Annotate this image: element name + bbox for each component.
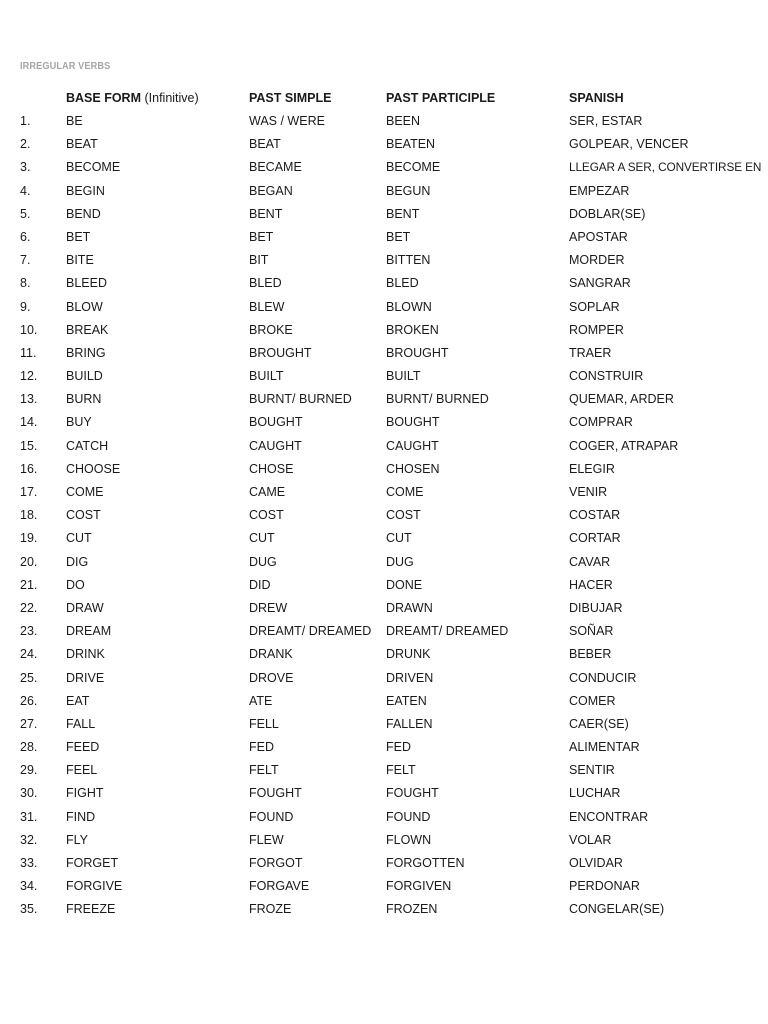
past-simple-cell: FED [249, 740, 274, 755]
spanish-cell: VENIR [569, 485, 608, 499]
row-number: 25. [20, 670, 38, 685]
base-form-cell: DREAM [66, 624, 112, 639]
table-row [0, 717, 768, 740]
past-participle-cell: BITTEN [386, 253, 431, 268]
past-participle-cell: FOUND [386, 809, 431, 824]
document-title: IRREGULAR VERBS [20, 61, 111, 72]
row-number: 31. [20, 809, 38, 824]
table-row [0, 439, 768, 462]
table-row [0, 392, 768, 415]
past-simple-cell: COST [249, 508, 284, 523]
base-form-cell: FALL [66, 716, 96, 731]
row-number: 18. [20, 508, 38, 523]
row-number: 8. [20, 276, 31, 291]
row-number: 22. [20, 600, 38, 615]
row-number: 32. [20, 832, 38, 847]
past-simple-cell: BIT [249, 253, 269, 268]
table-row [0, 276, 768, 299]
past-participle-cell: BUILT [386, 369, 421, 384]
base-form-cell: FIGHT [66, 786, 104, 801]
spanish-cell: ELEGIR [569, 461, 615, 476]
spanish-cell: APOSTAR [569, 229, 628, 244]
row-number: 4. [20, 183, 31, 198]
base-form-cell: BET [66, 229, 91, 244]
past-simple-cell: FLEW [249, 832, 284, 847]
row-number: 26. [20, 693, 38, 708]
base-form-cell: BECOME [66, 160, 121, 175]
base-form-cell: DRINK [66, 647, 105, 662]
row-number: 20. [20, 554, 38, 569]
base-form-cell: FIND [66, 809, 96, 824]
table-row [0, 531, 768, 554]
past-participle-cell: FELT [386, 763, 416, 778]
header-spanish: SPANISH [569, 91, 624, 105]
base-form-cell: BLOW [66, 299, 103, 314]
row-number: 15. [20, 438, 38, 453]
table-row [0, 647, 768, 670]
past-participle-cell: BLED [386, 276, 419, 291]
base-form-cell: BEND [66, 206, 101, 221]
past-simple-cell: ATE [249, 693, 273, 708]
past-simple-cell: CAUGHT [249, 438, 302, 453]
table-row [0, 763, 768, 786]
row-number: 33. [20, 856, 38, 870]
row-number: 1. [20, 114, 31, 128]
table-row [0, 114, 768, 137]
past-simple-cell: BLEW [249, 299, 285, 314]
past-simple-cell: BROKE [249, 322, 293, 337]
past-simple-cell: BROUGHT [249, 345, 312, 360]
table-row [0, 346, 768, 369]
past-simple-cell: FROZE [249, 902, 292, 917]
spanish-cell: LLEGAR A SER, CONVERTIRSE EN [569, 160, 762, 175]
table-row [0, 253, 768, 276]
base-form-cell: FEEL [66, 763, 98, 778]
row-number: 9. [20, 299, 31, 314]
row-number: 28. [20, 740, 38, 755]
table-row [0, 230, 768, 253]
past-simple-cell: BUILT [249, 369, 284, 384]
base-form-cell: BRING [66, 345, 106, 360]
table-row [0, 160, 768, 183]
verb-table [0, 114, 768, 926]
spanish-cell: ROMPER [569, 322, 624, 337]
row-number: 29. [20, 763, 38, 778]
past-simple-cell: BLED [249, 276, 282, 291]
past-simple-cell: BOUGHT [249, 415, 303, 430]
past-simple-cell: BEGAN [249, 183, 293, 198]
base-form-cell: CATCH [66, 438, 109, 453]
past-participle-cell: FED [386, 740, 411, 755]
past-participle-cell: COME [386, 485, 424, 499]
spanish-cell: COMER [569, 693, 616, 708]
past-simple-cell: FOUND [249, 809, 294, 824]
past-participle-cell: DRAWN [386, 600, 433, 615]
past-participle-cell: BLOWN [386, 299, 432, 314]
past-simple-cell: DRANK [249, 647, 293, 662]
table-row [0, 856, 768, 879]
past-simple-cell: FELT [249, 763, 279, 778]
past-participle-cell: CUT [386, 531, 412, 546]
table-row [0, 786, 768, 809]
base-form-cell: BREAK [66, 322, 109, 337]
table-row [0, 624, 768, 647]
header-past-simple: PAST SIMPLE [249, 91, 332, 105]
past-simple-cell: BENT [249, 206, 283, 221]
spanish-cell: ENCONTRAR [569, 809, 649, 824]
table-row [0, 184, 768, 207]
row-number: 14. [20, 415, 38, 430]
past-participle-cell: BROKEN [386, 322, 439, 337]
past-participle-cell: FORGIVEN [386, 879, 452, 894]
past-simple-cell: BEAT [249, 137, 281, 152]
spanish-cell: SOÑAR [569, 624, 614, 639]
table-row [0, 555, 768, 578]
base-form-cell: DIG [66, 554, 89, 569]
base-form-cell: DRIVE [66, 670, 105, 685]
row-number: 24. [20, 647, 38, 662]
past-participle-cell: BENT [386, 206, 420, 221]
spanish-cell: SENTIR [569, 763, 615, 778]
spanish-cell: DOBLAR(SE) [569, 206, 646, 221]
spanish-cell: VOLAR [569, 832, 612, 847]
base-form-cell: CUT [66, 531, 92, 546]
row-number: 10. [20, 322, 38, 337]
past-simple-cell: DROVE [249, 670, 294, 685]
table-row [0, 508, 768, 531]
past-participle-cell: DONE [386, 577, 423, 592]
spanish-cell: CONDUCIR [569, 670, 637, 685]
row-number: 11. [20, 345, 37, 360]
base-form-cell: BURN [66, 392, 102, 407]
table-row [0, 369, 768, 392]
past-participle-cell: DREAMT/ DREAMED [386, 624, 509, 639]
past-simple-cell: DID [249, 577, 271, 592]
header-past-participle: PAST PARTICIPLE [386, 91, 496, 105]
spanish-cell: GOLPEAR, VENCER [569, 137, 689, 152]
past-simple-cell: FORGOT [249, 856, 303, 870]
past-simple-cell: FORGAVE [249, 879, 310, 894]
row-number: 19. [20, 531, 38, 546]
spanish-cell: CORTAR [569, 531, 621, 546]
base-form-cell: DRAW [66, 600, 104, 615]
table-row [0, 810, 768, 833]
row-number: 6. [20, 229, 31, 244]
base-form-cell: BLEED [66, 276, 107, 291]
spanish-cell: COMPRAR [569, 415, 633, 430]
table-row [0, 207, 768, 230]
table-header [0, 91, 768, 107]
base-form-cell: FORGET [66, 856, 119, 870]
spanish-cell: PERDONAR [569, 879, 640, 894]
spanish-cell: CAER(SE) [569, 716, 629, 731]
row-number: 17. [20, 485, 38, 499]
past-participle-cell: FOUGHT [386, 786, 439, 801]
past-participle-cell: BEATEN [386, 137, 436, 152]
past-simple-cell: CHOSE [249, 461, 294, 476]
past-simple-cell: DREW [249, 600, 288, 615]
spanish-cell: CONGELAR(SE) [569, 902, 665, 917]
spanish-cell: TRAER [569, 345, 612, 360]
past-participle-cell: FLOWN [386, 832, 432, 847]
spanish-cell: COSTAR [569, 508, 621, 523]
past-simple-cell: BECAME [249, 160, 302, 175]
base-form-cell: FEED [66, 740, 100, 755]
past-participle-cell: DRIVEN [386, 670, 434, 685]
past-participle-cell: BOUGHT [386, 415, 440, 430]
spanish-cell: COGER, ATRAPAR [569, 438, 679, 453]
base-form-cell: FORGIVE [66, 879, 123, 894]
table-row [0, 879, 768, 902]
row-number: 16. [20, 461, 38, 476]
base-form-cell: DO [66, 577, 85, 592]
header-base-form-label: BASE FORM [66, 91, 141, 105]
spanish-cell: BEBER [569, 647, 612, 662]
past-participle-cell: COST [386, 508, 421, 523]
base-form-cell: BITE [66, 253, 94, 268]
table-row [0, 137, 768, 160]
row-number: 34. [20, 879, 38, 894]
row-number: 35. [20, 902, 38, 917]
table-row [0, 833, 768, 856]
past-participle-cell: BEGUN [386, 183, 431, 198]
spanish-cell: OLVIDAR [569, 856, 623, 870]
table-row [0, 323, 768, 346]
row-number: 30. [20, 786, 38, 801]
past-simple-cell: FELL [249, 716, 279, 731]
table-row [0, 578, 768, 601]
past-simple-cell: DUG [249, 554, 277, 569]
past-participle-cell: FROZEN [386, 902, 438, 917]
base-form-cell: FREEZE [66, 902, 116, 917]
spanish-cell: EMPEZAR [569, 183, 630, 198]
past-participle-cell: BURNT/ BURNED [386, 392, 489, 407]
past-participle-cell: FORGOTTEN [386, 856, 465, 870]
table-row [0, 462, 768, 485]
spanish-cell: CAVAR [569, 554, 611, 569]
table-row [0, 485, 768, 508]
base-form-cell: BEGIN [66, 183, 105, 198]
base-form-cell: COST [66, 508, 101, 523]
past-participle-cell: CHOSEN [386, 461, 440, 476]
spanish-cell: QUEMAR, ARDER [569, 392, 674, 407]
base-form-cell: BUILD [66, 369, 103, 384]
row-number: 13. [20, 392, 38, 407]
table-row [0, 902, 768, 925]
base-form-cell: EAT [66, 693, 90, 708]
base-form-cell: BUY [66, 415, 92, 430]
past-participle-cell: BEEN [386, 114, 421, 128]
spanish-cell: SER, ESTAR [569, 114, 643, 128]
past-simple-cell: BURNT/ BURNED [249, 392, 352, 407]
past-simple-cell: DREAMT/ DREAMED [249, 624, 372, 639]
table-row [0, 415, 768, 438]
past-participle-cell: FALLEN [386, 716, 433, 731]
row-number: 27. [20, 716, 38, 731]
table-row [0, 694, 768, 717]
row-number: 3. [20, 160, 31, 175]
row-number: 12. [20, 369, 38, 384]
spanish-cell: MORDER [569, 253, 625, 268]
past-participle-cell: EATEN [386, 693, 427, 708]
past-participle-cell: BROUGHT [386, 345, 449, 360]
base-form-cell: FLY [66, 832, 88, 847]
table-row [0, 300, 768, 323]
past-simple-cell: WAS / WERE [249, 114, 325, 128]
past-participle-cell: DRUNK [386, 647, 431, 662]
past-simple-cell: FOUGHT [249, 786, 302, 801]
spanish-cell: CONSTRUIR [569, 369, 644, 384]
header-base-form-note: (Infinitive) [144, 91, 199, 105]
base-form-cell: CHOOSE [66, 461, 121, 476]
spanish-cell: HACER [569, 577, 613, 592]
past-participle-cell: DUG [386, 554, 414, 569]
table-row [0, 740, 768, 763]
base-form-cell: BE [66, 114, 83, 128]
past-simple-cell: CAME [249, 485, 286, 499]
past-simple-cell: BET [249, 229, 274, 244]
past-participle-cell: BET [386, 229, 411, 244]
spanish-cell: SOPLAR [569, 299, 620, 314]
spanish-cell: DIBUJAR [569, 600, 623, 615]
spanish-cell: LUCHAR [569, 786, 621, 801]
past-participle-cell: CAUGHT [386, 438, 439, 453]
base-form-cell: COME [66, 485, 104, 499]
table-row [0, 671, 768, 694]
base-form-cell: BEAT [66, 137, 98, 152]
spanish-cell: ALIMENTAR [569, 740, 640, 755]
spanish-cell: SANGRAR [569, 276, 631, 291]
header-base-form [66, 91, 199, 105]
past-simple-cell: CUT [249, 531, 275, 546]
past-participle-cell: BECOME [386, 160, 441, 175]
row-number: 2. [20, 137, 31, 152]
row-number: 21. [20, 577, 38, 592]
row-number: 23. [20, 624, 38, 639]
table-row [0, 601, 768, 624]
row-number: 7. [20, 253, 31, 268]
row-number: 5. [20, 206, 31, 221]
